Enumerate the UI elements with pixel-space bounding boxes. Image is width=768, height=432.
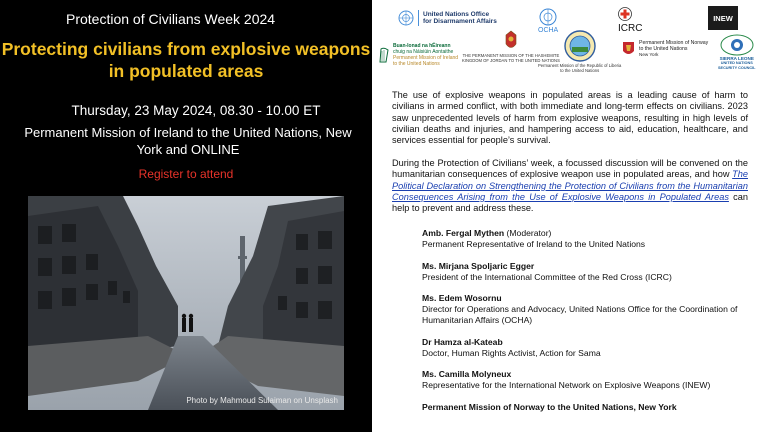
speaker-name: Ms. Edem Wosornu	[422, 293, 502, 303]
coat-of-arms-icon	[502, 30, 520, 52]
norway-line1: Permanent Mission of Norway	[639, 40, 709, 46]
event-datetime: Thursday, 23 May 2024, 08.30 - 10.00 ET	[71, 103, 321, 118]
un-emblem-icon	[398, 10, 414, 26]
speaker-item	[422, 293, 752, 326]
speaker-description: Director for Operations and Advocacy, United Nations Office for the Coordination of Humanitarian Affairs (OCHA)	[422, 304, 738, 325]
discussion-text-before: During the Protection of Civilians’ week, a focussed discussion will be convened on the humanitarian consequences of explosive weapon use in populated areas, and how	[392, 158, 748, 180]
liberia-mission-logo	[538, 30, 621, 73]
left-panel	[0, 0, 372, 432]
photo-credit: Photo by Mahmoud Sulaiman on Unsplash	[186, 396, 338, 405]
seal-icon	[564, 30, 596, 62]
unoda-line2: for Disarmament Affairs	[423, 18, 497, 25]
ireland-line3: Permanent Mission of Ireland	[393, 55, 459, 61]
speaker-name: Ms. Camilla Molyneux	[422, 369, 512, 379]
lion-crest-icon	[622, 41, 635, 57]
sierra-line3: SECURITY COUNCIL	[718, 66, 756, 71]
discussion-text-after: can help to prevent and address these.	[392, 191, 748, 214]
speaker-description: Representative for the International Network on Explosive Weapons (INEW)	[422, 380, 711, 390]
sierra-line2: UNITED NATIONS	[720, 61, 753, 66]
speaker-item	[422, 228, 752, 250]
street-photo	[28, 196, 344, 410]
red-cross-icon	[618, 7, 632, 21]
unoda-logo	[398, 10, 497, 26]
sierra-line1: SIERRA LEONE	[719, 56, 754, 61]
speaker-name: Permanent Mission of Norway to the United Nations, New York	[422, 401, 677, 412]
norway-line2: to the United Nations	[639, 46, 688, 53]
speaker-name: Amb. Fergal Mythen	[422, 228, 505, 238]
register-link[interactable]: Register to attend	[138, 167, 234, 181]
speaker-item	[422, 369, 752, 391]
norway-mission-logo	[622, 40, 708, 59]
liberia-line1: Permanent Mission of the Republic of Liberia	[538, 63, 622, 68]
speaker-name: Ms. Mirjana Spoljaric Egger	[422, 260, 535, 271]
unoda-line1: United Nations Office	[423, 10, 490, 18]
speaker-description: Permanent Representative of Ireland to the United Nations	[422, 239, 646, 249]
jordan-line1: THE PERMANENT MISSION OF THE HASHEMITE	[462, 53, 560, 58]
icrc-label: ICRC	[618, 23, 643, 34]
speaker-item	[422, 261, 752, 283]
inew-label: INEW	[713, 13, 733, 23]
speaker-description: Doctor, Human Rights Activist, Action for Sama	[422, 347, 601, 358]
right-panel	[372, 0, 768, 432]
speaker-item	[422, 337, 752, 359]
event-venue: Permanent Mission of Ireland to the United Nations, New York and ONLINE	[24, 125, 352, 157]
security-council-emblem-icon	[720, 34, 754, 56]
intro-paragraph: The use of explosive weapons in populated areas is a leading cause of harm to civilians in armed conflict, with both immediate and long-term effects on civilians. 2023 saw unprecedented levels of harm from explosive weapons, resulting in high levels of civilian deaths and injuries, and hampering access to aid, education, healthcare, and services essential for people’s survival.	[392, 90, 748, 146]
ireland-line2: chuig na Náisiúin Aontaithe	[393, 49, 454, 55]
event-title: Protecting civilians from explosive weapons in populated areas	[1, 39, 371, 81]
ocha-label: OCHA	[538, 27, 559, 34]
icrc-logo	[618, 7, 642, 34]
jordan-line2: KINGDOM OF JORDAN TO THE UNITED NATIONS	[462, 58, 560, 63]
speaker-description: President of the International Committee of the Red Cross (ICRC)	[422, 271, 672, 282]
inew-logo	[708, 6, 738, 30]
speaker-list	[422, 228, 752, 423]
harp-icon	[378, 47, 390, 63]
ireland-line1: Buan-Ionad na hÉireann	[393, 43, 451, 49]
un-emblem-icon	[539, 8, 557, 26]
speaker-name: Dr Hamza al-Kateab	[422, 336, 503, 347]
political-declaration-link[interactable]: The Political Declaration on Strengthening the Protection of Civilians from the Humanitarian Consequences Arising from the Use of Explosive Weapons in Populated Areas	[392, 169, 748, 202]
sierra-leone-logo	[718, 34, 755, 72]
speaker-role: (Moderator)	[504, 228, 552, 238]
liberia-line2: to the United Nations	[560, 68, 600, 73]
ireland-line4: to the United Nations	[393, 61, 440, 67]
ireland-mission-logo	[378, 43, 458, 67]
discussion-paragraph	[392, 158, 748, 214]
norway-line3: New York	[639, 52, 659, 58]
speaker-item	[422, 402, 752, 413]
event-series-title: Protection of Civilians Week 2024	[66, 11, 276, 27]
